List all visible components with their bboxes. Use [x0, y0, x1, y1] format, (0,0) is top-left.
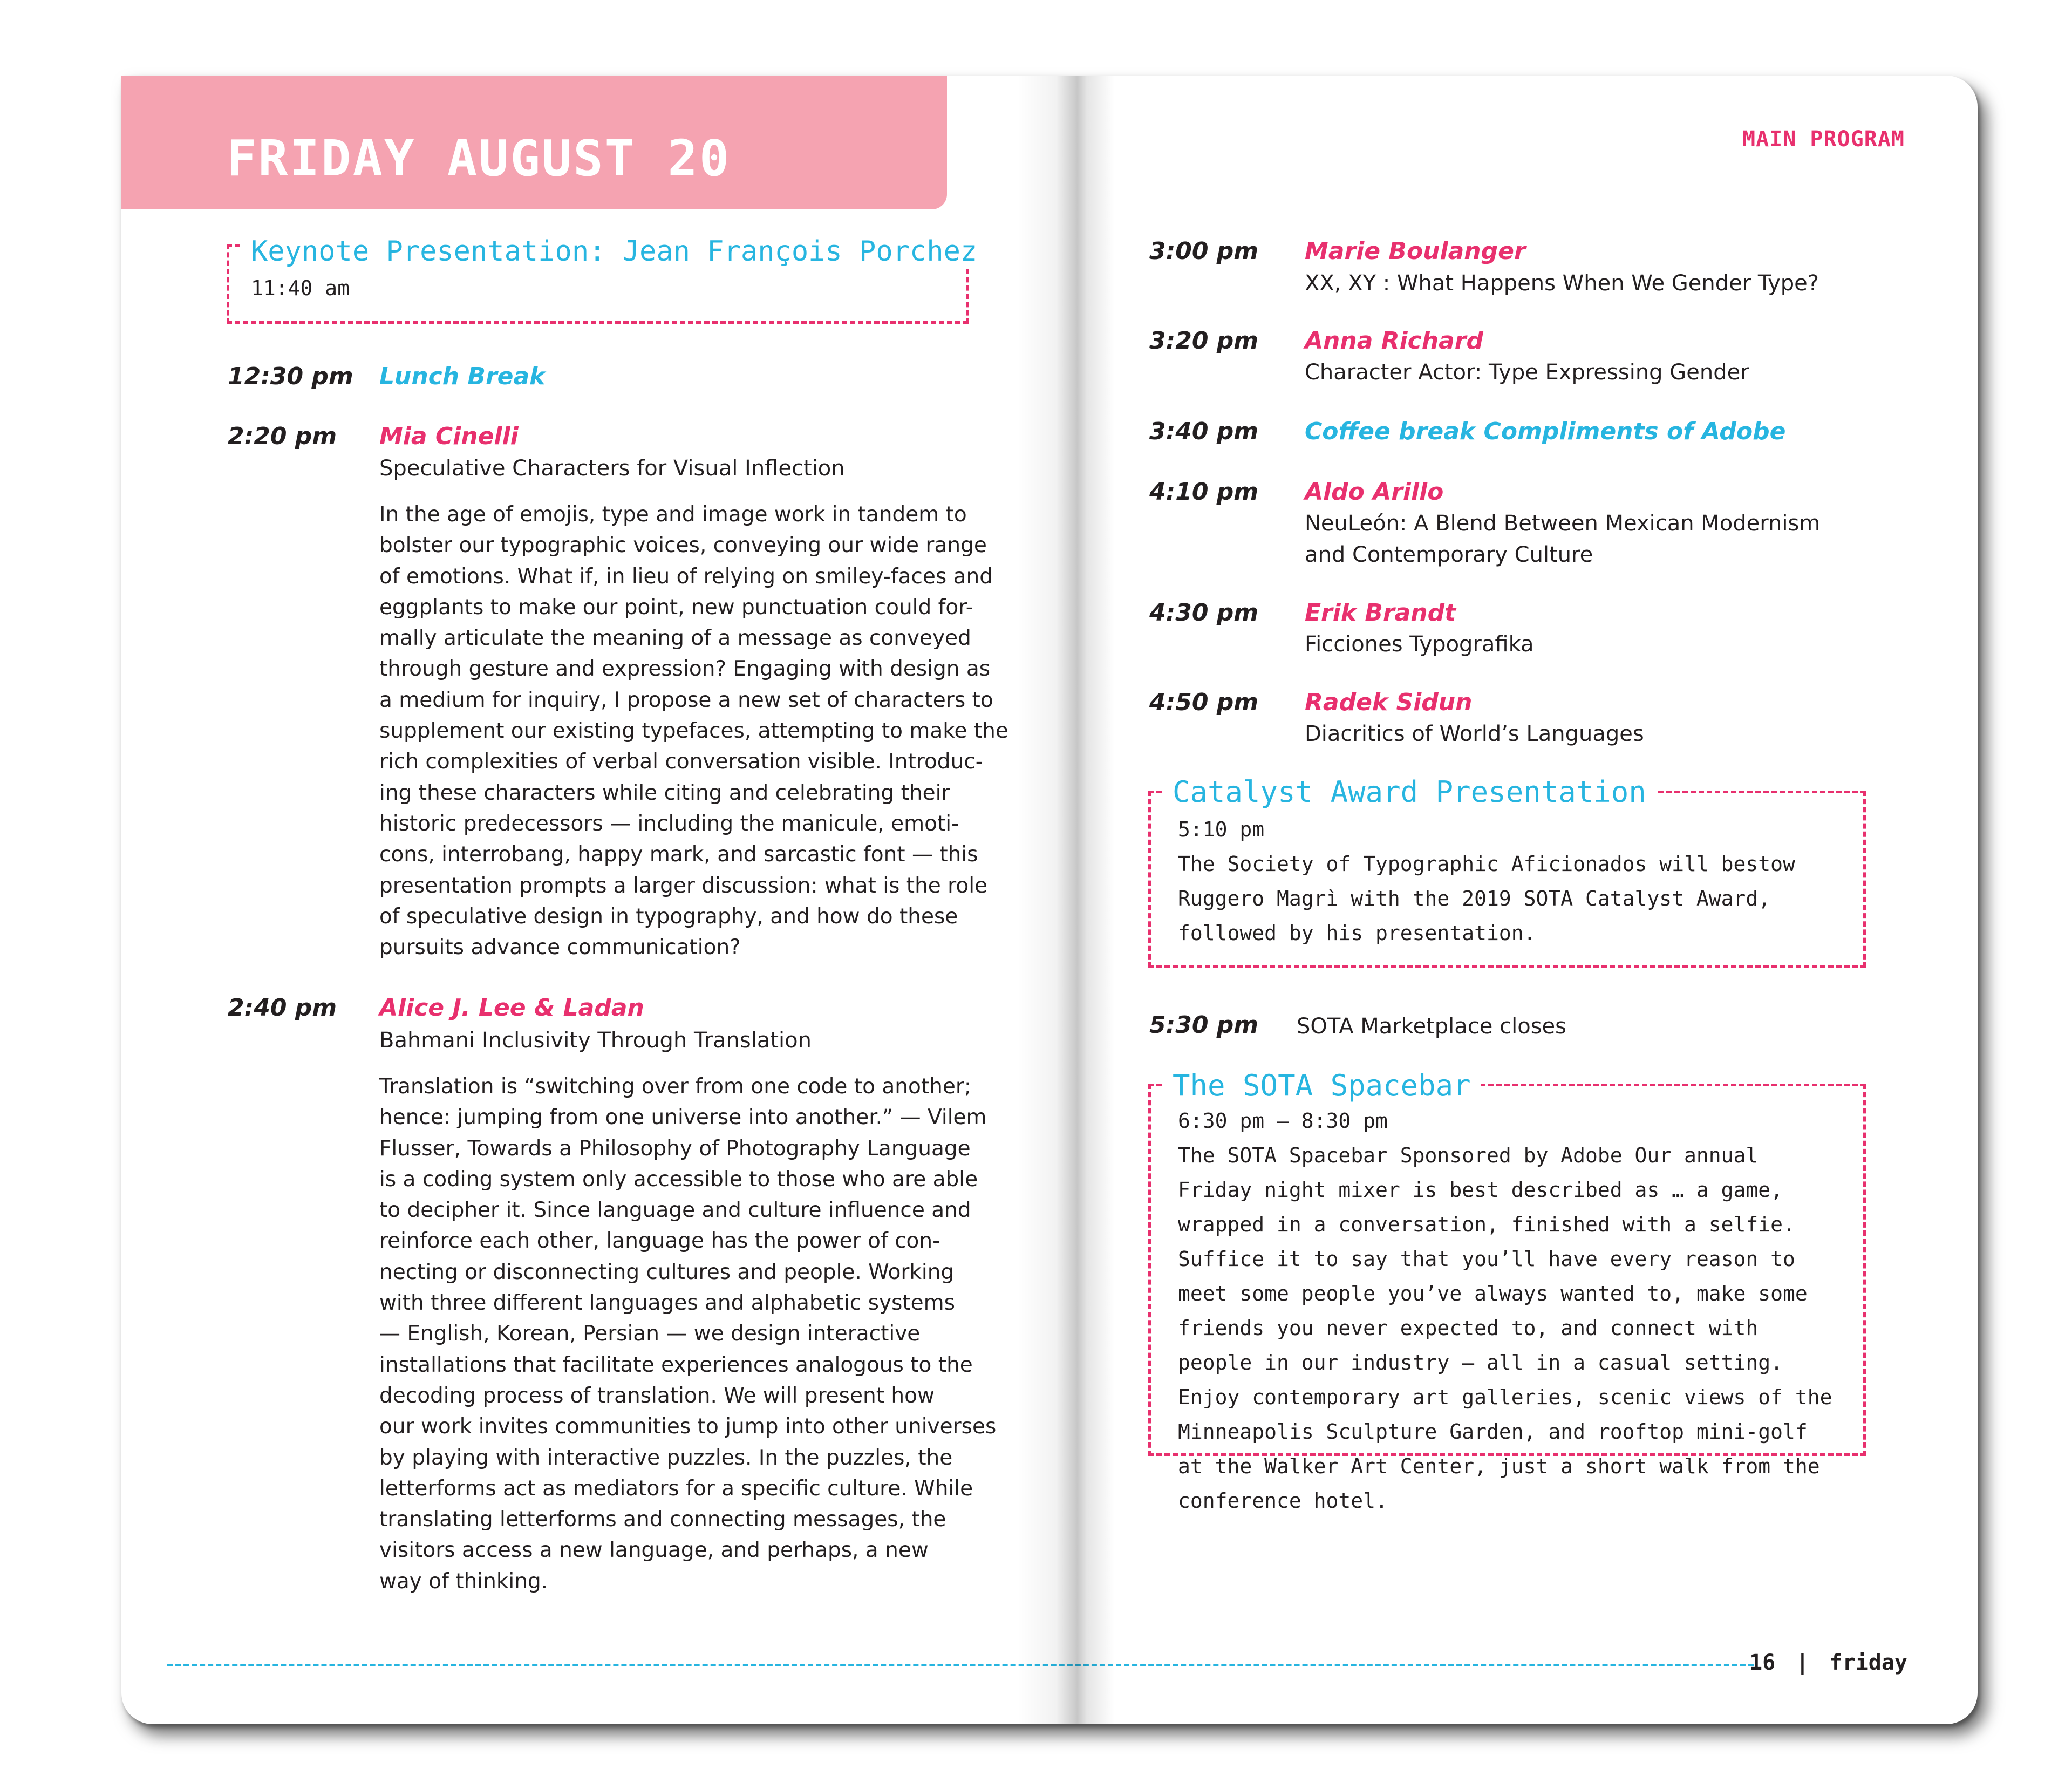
marketplace-note: SOTA Marketplace closes	[1297, 1014, 1566, 1039]
program-spread	[121, 76, 1978, 1724]
talk-abstract	[379, 1071, 996, 1597]
catalyst-award-title: Catalyst Award Presentation	[1163, 775, 1656, 809]
catalyst-award-body	[1178, 812, 1795, 950]
spacebar-time: 6:30 pm – 8:30 pm	[1178, 1109, 1388, 1133]
abstract-line: ing these characters while citing and celebrating their	[379, 780, 950, 805]
talk-title: Bahmani Inclusivity Through Translation	[379, 1028, 812, 1053]
keynote-title: Keynote Presentation: Jean François Porchez	[241, 235, 987, 268]
page-number: 16	[1749, 1650, 1776, 1675]
page-footer	[1749, 1650, 1907, 1675]
session-title-coffee-break: Coffee break Compliments of Adobe	[1305, 418, 1786, 445]
page-title: FRIDAY AUGUST 20	[227, 130, 731, 187]
abstract-line: rich complexities of verbal conversation visible. Introduc-	[379, 750, 983, 774]
talk-title: XX, XY : What Happens When We Gender Type?	[1305, 271, 1819, 296]
abstract-line: of speculative design in typography, and how do these	[379, 904, 958, 929]
abstract-line: through gesture and expression? Engaging with design as	[379, 657, 991, 682]
footer-separator: |	[1796, 1650, 1809, 1675]
spacebar-line: meet some people you’ve always wanted to, make some	[1178, 1282, 1808, 1305]
talk-title: NeuLeón: A Blend Between Mexican Modernism	[1305, 511, 1821, 536]
session-time: 3:00 pm	[1149, 237, 1259, 265]
footer-divider	[167, 1664, 1754, 1666]
speaker-name: Radek Sidun	[1305, 689, 1473, 716]
talk-title: and Contemporary Culture	[1305, 542, 1593, 567]
catalyst-award-line: followed by his presentation.	[1178, 921, 1536, 945]
session-time: 4:10 pm	[1149, 478, 1259, 506]
spacebar-line: people in our industry – all in a casual setting.	[1178, 1351, 1783, 1374]
abstract-line: supplement our existing typefaces, attempting to make the	[379, 719, 1008, 744]
keynote-time: 11:40 am	[251, 276, 350, 300]
spacebar-title: The SOTA Spacebar	[1163, 1069, 1481, 1103]
spacebar-line: friends you never expected to, and connect with	[1178, 1316, 1759, 1340]
abstract-line: installations that facilitate experiences analogous to the	[379, 1352, 973, 1377]
talk-abstract	[379, 499, 1008, 963]
abstract-line: necting or disconnecting cultures and people. Working	[379, 1260, 955, 1284]
speaker-name: Alice J. Lee & Ladan	[379, 994, 644, 1022]
abstract-line: our work invites communities to jump into other universes	[379, 1414, 997, 1439]
session-time: 4:30 pm	[1149, 599, 1259, 627]
abstract-line: pursuits advance communication?	[379, 935, 741, 960]
talk-title: Speculative Characters for Visual Inflection	[379, 456, 845, 481]
catalyst-award-line: The Society of Typographic Aficionados will bestow	[1178, 852, 1795, 876]
spacebar-line: Minneapolis Sculpture Garden, and rooftop mini-golf	[1178, 1420, 1808, 1444]
abstract-line: visitors access a new language, and perhaps, a new	[379, 1538, 929, 1563]
talk-title: Character Actor: Type Expressing Gender	[1305, 360, 1749, 385]
spacebar-line: conference hotel.	[1178, 1489, 1388, 1513]
abstract-line: with three different languages and alphabetic systems	[379, 1291, 955, 1316]
session-time: 2:20 pm	[228, 423, 337, 450]
section-header: MAIN PROGRAM	[1742, 127, 1905, 152]
abstract-line: decoding process of translation. We will present how	[379, 1383, 935, 1408]
session-title-lunch: Lunch Break	[379, 363, 546, 390]
talk-title: Diacritics of World’s Languages	[1305, 722, 1644, 746]
catalyst-award-line: Ruggero Magrì with the 2019 SOTA Catalyst Award,	[1178, 887, 1771, 910]
footer-section: friday	[1829, 1650, 1907, 1675]
session-time: 2:40 pm	[228, 994, 337, 1022]
spacebar-line: wrapped in a conversation, finished with a selfie.	[1178, 1213, 1795, 1236]
page-gutter-shadow	[1017, 76, 1114, 1724]
session-time: 12:30 pm	[228, 363, 353, 390]
abstract-line: bolster our typographic voices, conveying our wide range	[379, 533, 987, 558]
spacebar-body	[1178, 1104, 1832, 1518]
abstract-line: is a coding system only accessible to those who are able	[379, 1167, 978, 1192]
abstract-line: way of thinking.	[379, 1569, 548, 1594]
speaker-name: Mia Cinelli	[379, 423, 519, 450]
speaker-name: Marie Boulanger	[1305, 237, 1526, 265]
abstract-line: by playing with interactive puzzles. In the puzzles, the	[379, 1445, 953, 1470]
abstract-line: Flusser, Towards a Philosophy of Photography Language	[379, 1136, 971, 1161]
abstract-line: to decipher it. Since language and culture influence and	[379, 1198, 971, 1223]
talk-title: Ficciones Typografika	[1305, 632, 1534, 657]
abstract-line: translating letterforms and connecting messages, the	[379, 1507, 946, 1532]
session-time: 3:20 pm	[1149, 327, 1259, 355]
spacebar-line: Enjoy contemporary art galleries, scenic views of the	[1178, 1385, 1832, 1409]
session-time: 4:50 pm	[1149, 689, 1259, 716]
spacebar-line: Suffice it to say that you’ll have every reason to	[1178, 1247, 1795, 1271]
spacebar-line: Friday night mixer is best described as … a game,	[1178, 1178, 1783, 1202]
abstract-line: Translation is “switching over from one code to another;	[379, 1074, 972, 1099]
abstract-line: presentation prompts a larger discussion: what is the role	[379, 873, 988, 898]
abstract-line: mally articulate the meaning of a message as conveyed	[379, 626, 971, 651]
speaker-name: Aldo Arillo	[1305, 478, 1444, 506]
abstract-line: of emotions. What if, in lieu of relying on smiley-faces and	[379, 564, 993, 589]
session-time: 5:30 pm	[1149, 1011, 1259, 1039]
spacebar-line: The SOTA Spacebar Sponsored by Adobe Our annual	[1178, 1144, 1759, 1167]
abstract-line: eggplants to make our point, new punctuation could for-	[379, 595, 973, 620]
abstract-line: In the age of emojis, type and image work in tandem to	[379, 502, 967, 527]
spacebar-line: at the Walker Art Center, just a short walk from the	[1178, 1454, 1820, 1478]
speaker-name: Anna Richard	[1305, 327, 1483, 355]
catalyst-award-time: 5:10 pm	[1178, 818, 1265, 841]
abstract-line: cons, interrobang, happy mark, and sarcastic font — this	[379, 842, 978, 867]
abstract-line: — English, Korean, Persian — we design interactive	[379, 1322, 921, 1346]
abstract-line: letterforms act as mediators for a specific culture. While	[379, 1476, 973, 1501]
abstract-line: reinforce each other, language has the power of con-	[379, 1229, 940, 1254]
session-time: 3:40 pm	[1149, 418, 1259, 445]
speaker-name: Erik Brandt	[1305, 599, 1456, 627]
abstract-line: a medium for inquiry, I propose a new set of characters to	[379, 688, 993, 712]
abstract-line: hence: jumping from one universe into another.” — Vilem	[379, 1105, 987, 1130]
abstract-line: historic predecessors — including the manicule, emoti-	[379, 811, 959, 836]
